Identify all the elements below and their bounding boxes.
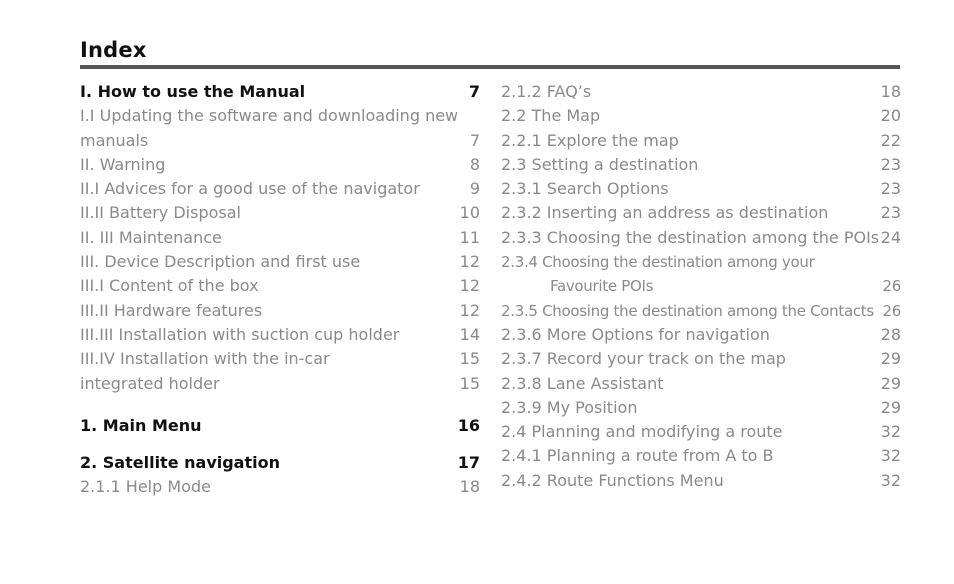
toc-entry[interactable] <box>501 129 901 153</box>
toc-entry[interactable] <box>501 226 901 250</box>
toc-entry[interactable] <box>80 104 480 128</box>
toc-entry-page: 17 <box>457 453 480 473</box>
toc-entry-text: 2.3.4 Choosing the destination among your <box>501 253 815 272</box>
toc-entry[interactable] <box>80 451 480 475</box>
toc-entry[interactable] <box>80 414 480 438</box>
toc-entry-text: 2.4.2 Route Functions Menu <box>501 470 724 490</box>
toc-entry-page: 23 <box>880 203 901 223</box>
toc-entry-page: 22 <box>880 130 901 150</box>
toc-entry[interactable] <box>501 201 901 225</box>
toc-entry-page: 7 <box>468 82 480 101</box>
toc-entry-page: 29 <box>880 349 901 369</box>
toc-entry[interactable] <box>80 201 480 225</box>
toc-entry-page: 32 <box>880 422 901 442</box>
index-title: Index <box>80 38 147 62</box>
toc-entry-text: I.I Updating the software and downloading new <box>80 106 459 126</box>
toc-entry-text: I. How to use the Manual <box>80 82 306 101</box>
toc-entry[interactable] <box>501 420 901 444</box>
toc-entry-page: 26 <box>882 277 901 296</box>
toc-entry[interactable] <box>501 250 901 274</box>
toc-entry[interactable] <box>80 250 480 274</box>
toc-entry-page: 32 <box>880 470 901 490</box>
toc-entry-text: 2.3 Setting a destination <box>501 154 699 174</box>
toc-entry[interactable] <box>80 323 480 347</box>
toc-entry[interactable] <box>80 80 480 104</box>
toc-entry-text: III.III Installation with suction cup holder <box>80 324 400 344</box>
toc-entry[interactable] <box>80 129 480 153</box>
toc-entry-text: 1. Main Menu <box>80 415 202 435</box>
toc-entry-text: 2.3.5 Choosing the destination among the Contacts <box>501 301 874 320</box>
toc-entry[interactable] <box>80 372 480 396</box>
toc-entry-page: 18 <box>459 477 480 497</box>
section-gap <box>80 438 480 451</box>
toc-entry-page: 29 <box>880 397 901 417</box>
toc-entry-text: 2.3.1 Search Options <box>501 179 669 199</box>
toc-entry-text: 2.3.2 Inserting an address as destination <box>501 203 829 223</box>
toc-entry-page: 15 <box>459 349 480 369</box>
toc-entry-page: 18 <box>880 82 901 101</box>
toc-entry-text: 2.3.6 More Options for navigation <box>501 324 770 344</box>
toc-entry-page: 12 <box>459 300 480 320</box>
toc-entry-text: 2.1.2 FAQ’s <box>501 82 592 101</box>
toc-entry[interactable] <box>501 323 901 347</box>
toc-entry-text: III.I Content of the box <box>80 276 259 296</box>
toc-entry-text: 2.1.1 Help Mode <box>80 477 211 497</box>
toc-entry[interactable] <box>501 347 901 371</box>
title-rule <box>80 65 900 69</box>
toc-entry-text: 2.2 The Map <box>501 106 601 126</box>
toc-entry-page: 12 <box>459 252 480 272</box>
toc-entry-page: 28 <box>880 324 901 344</box>
toc-entry-text: 2.2.1 Explore the map <box>501 130 679 150</box>
toc-entry-text: II. Warning <box>80 154 166 174</box>
toc-entry-page: 7 <box>469 130 480 150</box>
toc-entry-page: 32 <box>880 446 901 466</box>
toc-entry-text: 2.4.1 Planning a route from A to B <box>501 446 774 466</box>
toc-entry[interactable] <box>501 299 901 323</box>
toc-entry-page: 8 <box>469 154 480 174</box>
toc-entry-text: 2.3.8 Lane Assistant <box>501 373 664 393</box>
toc-entry-text: 2.3.9 My Position <box>501 397 638 417</box>
toc-entry-text: manuals <box>80 130 149 150</box>
toc-entry-text: 2.4 Planning and modifying a route <box>501 422 783 442</box>
toc-entry-text: II.II Battery Disposal <box>80 203 241 223</box>
toc-right-column <box>501 80 901 493</box>
toc-entry[interactable] <box>80 274 480 298</box>
toc-entry-page: 15 <box>459 373 480 393</box>
toc-entry-text: 2.3.3 Choosing the destination among the POIs <box>501 227 880 247</box>
toc-entry[interactable] <box>80 475 480 499</box>
toc-entry-page: 14 <box>459 324 480 344</box>
section-gap <box>80 396 480 414</box>
toc-entry-page: 26 <box>882 301 901 320</box>
toc-entry[interactable] <box>501 177 901 201</box>
toc-entry-page: 12 <box>459 276 480 296</box>
toc-entry[interactable] <box>80 226 480 250</box>
toc-entry-text: 2.3.7 Record your track on the map <box>501 349 786 369</box>
toc-entry[interactable] <box>501 104 901 128</box>
toc-entry-text: III.II Hardware features <box>80 300 263 320</box>
toc-left-column <box>80 80 480 500</box>
toc-entry[interactable] <box>501 274 901 298</box>
toc-entry[interactable] <box>80 299 480 323</box>
toc-entry-page: 23 <box>880 179 901 199</box>
toc-entry-page: 29 <box>880 373 901 393</box>
toc-entry-text: III. Device Description and first use <box>80 252 361 272</box>
toc-entry-text: III.IV Installation with the in-car <box>80 349 330 369</box>
toc-entry[interactable] <box>80 153 480 177</box>
toc-entry-page: 16 <box>457 415 480 435</box>
toc-entry-page: 9 <box>469 179 480 199</box>
toc-entry-page: 11 <box>459 227 480 247</box>
toc-entry-text: Favourite POIs <box>550 277 654 296</box>
toc-entry[interactable] <box>501 372 901 396</box>
toc-entry-page: 23 <box>880 154 901 174</box>
toc-entry-text: II. III Maintenance <box>80 227 222 247</box>
toc-entry[interactable] <box>80 347 480 371</box>
toc-entry-page: 20 <box>880 106 901 126</box>
toc-entry[interactable] <box>501 80 901 104</box>
toc-entry-text: 2. Satellite navigation <box>80 453 280 473</box>
toc-entry[interactable] <box>501 444 901 468</box>
toc-entry[interactable] <box>501 396 901 420</box>
toc-entry[interactable] <box>501 153 901 177</box>
toc-entry-page: 10 <box>459 203 480 223</box>
toc-entry-page: 24 <box>880 227 901 247</box>
toc-entry-text: integrated holder <box>80 373 220 393</box>
toc-entry-text: II.I Advices for a good use of the navigator <box>80 179 420 199</box>
toc-entry[interactable] <box>501 469 901 493</box>
toc-entry[interactable] <box>80 177 480 201</box>
